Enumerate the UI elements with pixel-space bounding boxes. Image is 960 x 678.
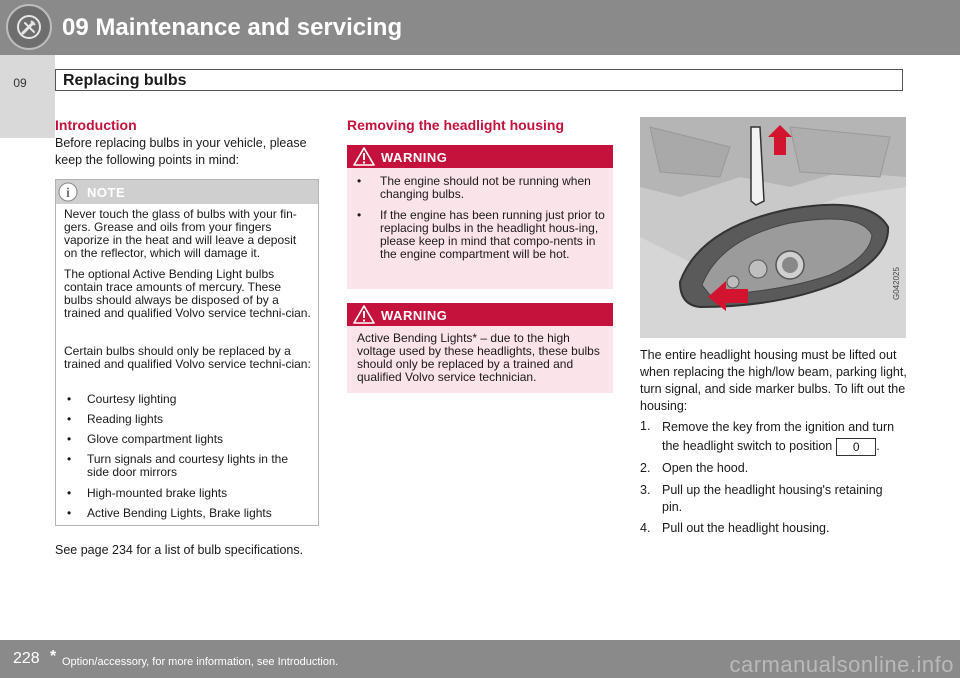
list-item: Reading lights xyxy=(87,412,164,426)
list-item: Active Bending Lights, Brake lights xyxy=(87,506,272,520)
chapter-side-tab xyxy=(0,55,55,138)
headlight-housing-illustration xyxy=(640,117,906,338)
bullet-icon: • xyxy=(357,174,362,188)
warning-label-2: WARNING xyxy=(381,308,448,323)
list-item: Glove compartment lights xyxy=(87,432,224,446)
step-number-3: 3. xyxy=(640,483,651,497)
list-item: Courtesy lighting xyxy=(87,392,177,406)
warning-label-1: WARNING xyxy=(381,150,448,165)
introduction-text: Before replacing bulbs in your vehicle, please keep the following points in mind: xyxy=(55,136,307,167)
step-number-2: 2. xyxy=(640,461,651,475)
step-4-text: Pull out the headlight housing. xyxy=(662,521,830,535)
bullet-icon: • xyxy=(357,208,362,222)
see-page-text: See page 234 for a list of bulb specifications. xyxy=(55,543,304,557)
introduction-heading: Introduction xyxy=(55,117,137,133)
note-paragraph-1: Never touch the glass of bulbs with your fin-gers. Grease and oils from your fingers vaporize in the heat and will leave a deposit on the reflector, which will damage it. xyxy=(64,207,297,260)
note-label: NOTE xyxy=(87,185,126,200)
info-icon xyxy=(58,182,78,207)
bullet-icon: • xyxy=(67,486,72,500)
step-1-text: Remove the key from the ignition and turn the headlight switch to position xyxy=(662,420,895,453)
chapter-side-tab-number: 09 xyxy=(13,76,27,90)
warning-2-text: Active Bending Lights* – due to the high voltage used by these headlights, these bulbs should only be replaced by a trained and qualified Volvo service technician. xyxy=(357,331,600,384)
note-paragraph-2: The optional Active Bending Light bulbs contain trace amounts of mercury. These bulbs should always be disposed of by a trained and qualified Volvo service techni-cian. xyxy=(64,267,311,320)
wrench-screwdriver-icon xyxy=(6,4,52,50)
watermark: carmanualsonline.info xyxy=(729,652,954,677)
note-paragraph-3: Certain bulbs should only be replaced by a trained and qualified Volvo service techni-cian: xyxy=(64,344,311,371)
chapter-title: 09 Maintenance and servicing xyxy=(62,14,403,41)
switch-position-symbol: 0 xyxy=(836,438,876,456)
step-3-text: Pull up the headlight housing's retaining pin. xyxy=(662,483,883,514)
footnote-text: Option/accessory, for more information, see Introduction. xyxy=(62,656,339,668)
bullet-icon: • xyxy=(67,392,72,406)
bullet-icon: • xyxy=(67,432,72,446)
page-number: 228 xyxy=(13,650,40,667)
bullet-icon: • xyxy=(67,506,72,520)
step-number-1: 1. xyxy=(640,419,651,433)
svg-text:i: i xyxy=(66,186,70,201)
list-item: High-mounted brake lights xyxy=(87,486,228,500)
removing-heading: Removing the headlight housing xyxy=(347,117,564,133)
step-2-text: Open the hood. xyxy=(662,461,749,475)
figure-code: G042025 xyxy=(892,267,901,300)
section-title: Replacing bulbs xyxy=(63,72,187,89)
list-item: Turn signals and courtesy lights in the side door mirrors xyxy=(87,452,288,479)
warning-1-item-1: The engine should not be running when changing bulbs. xyxy=(380,174,591,201)
bullet-icon: • xyxy=(67,452,72,466)
step-1: Remove the key from the ignition and turn the headlight switch to position 0 . xyxy=(662,420,895,454)
bullet-icon: • xyxy=(67,412,72,426)
warning-1-item-2: If the engine has been running just prior to replacing bulbs in the headlight hous-ing, please keep in mind that compo-nents in the engine compartment will be hot. xyxy=(380,208,605,261)
footnote-star: * xyxy=(50,648,57,665)
housing-intro-text: The entire headlight housing must be lifted out when replacing the high/low beam, parking light, turn signal, and side marker bulbs. To lift out the housing: xyxy=(640,348,907,413)
step-number-4: 4. xyxy=(640,521,651,535)
